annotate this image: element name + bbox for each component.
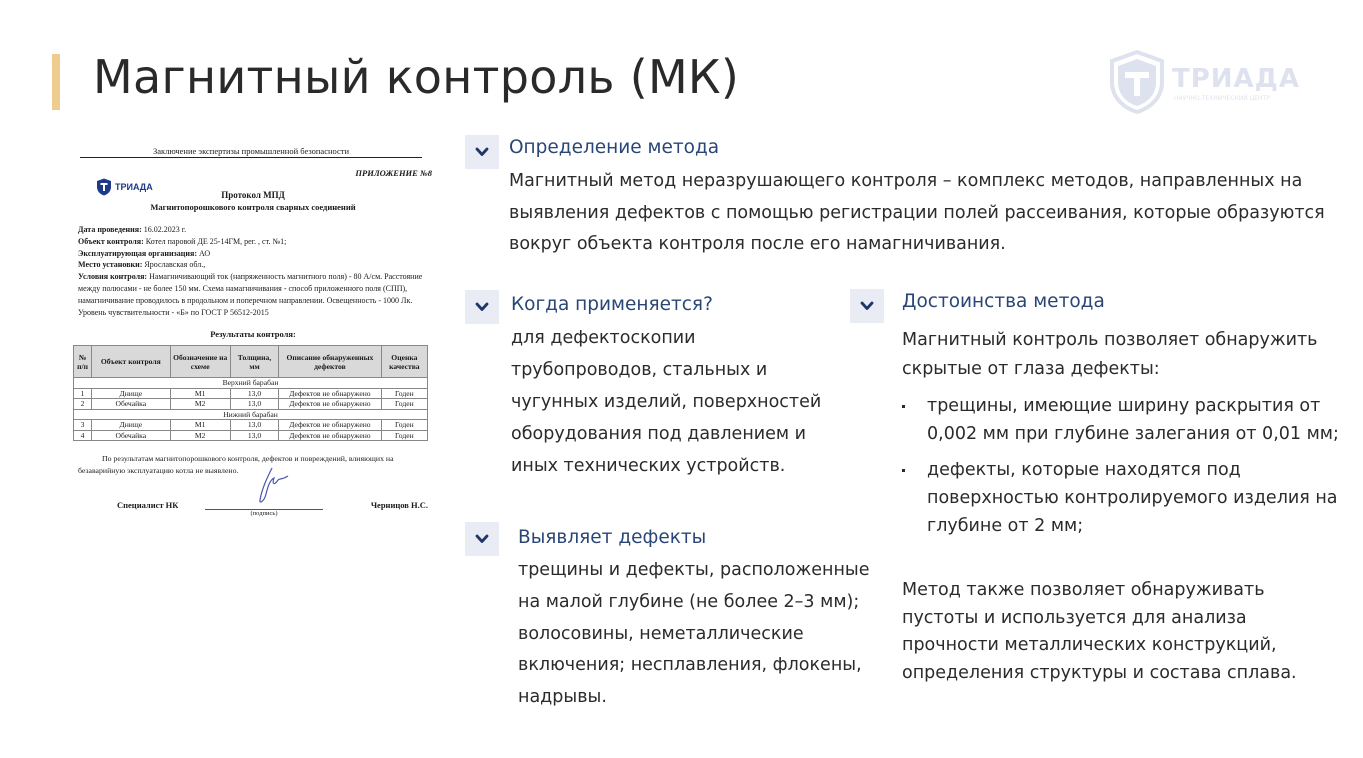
section-title: Достоинства метода bbox=[902, 291, 1105, 312]
results-title: Результаты контроля: bbox=[210, 329, 296, 339]
bullet-icon bbox=[902, 469, 905, 472]
brand-logo bbox=[1108, 50, 1298, 114]
logo-name: ТРИАДА bbox=[1172, 64, 1300, 94]
results-table bbox=[73, 345, 428, 441]
doc-field: Место установки: Ярославская обл., bbox=[78, 260, 206, 270]
section-title: Определение метода bbox=[509, 137, 720, 158]
expand-toggle-advantages[interactable] bbox=[850, 289, 884, 323]
protocol-document-preview bbox=[72, 140, 434, 520]
signer-name: Черницов Н.С. bbox=[370, 500, 428, 510]
shield-logo-icon bbox=[1108, 50, 1166, 114]
table-group-row: Нижний барабан bbox=[74, 409, 428, 420]
column-header: Толщина, мм bbox=[230, 346, 278, 378]
section-body: трещины и дефекты, расположенные на малой глубине (не более 2–3 мм); волосовины, неметаллические включения; несплавления, флокены, надрывы. bbox=[518, 560, 870, 708]
doc-field: Эксплуатирующая организация: АО bbox=[78, 248, 211, 258]
section-intro: Магнитный контроль позволяет обнаружить скрытые от глаза дефекты: bbox=[902, 330, 1318, 379]
section-body: Магнитный метод неразрушающего контроля – комплекс методов, направленных на выявления дефектов с помощью регистрации полей рассеивания, которые образуются вокруг объекта контроля после его намагничивания. bbox=[509, 171, 1325, 254]
column-header: Объект контроля bbox=[92, 346, 170, 378]
section-title: Когда применяется? bbox=[511, 294, 713, 315]
list-item: дефекты, которые находятся под поверхностью контролируемого изделия на глубине от 2 мм; bbox=[902, 456, 1342, 540]
column-header: Обозначение на схеме bbox=[170, 346, 230, 378]
section-title: Выявляет дефекты bbox=[518, 527, 707, 548]
doc-title: Протокол МПД bbox=[221, 190, 285, 200]
column-header: Оценка качества bbox=[381, 346, 427, 378]
table-row: 3 Днище М1 13,0 Дефектов не обнаружено Годен bbox=[74, 420, 428, 431]
chevron-down-icon bbox=[475, 302, 489, 312]
table-row: 1 Днище М1 13,0 Дефектов не обнаружено Годен bbox=[74, 388, 428, 399]
chevron-down-icon bbox=[860, 301, 874, 311]
doc-logo-text: ТРИАДА bbox=[115, 182, 153, 192]
doc-field: Условия контроля: Намагничивающий ток (напряженность магнитного поля) - 80 А/см. Расстояние между полюсами - не более 150 мм. Схема намагничивания - способ приложенного поля (СПП), намагничивание проводилось в продольном и поперечном направлении. Освещенность - 1000 Лк. Уровень чувствительности - «Б» по ГОСТ Р 56512-2015 bbox=[78, 272, 423, 317]
table-row: 4 Обечайка М2 13,0 Дефектов не обнаружено Годен bbox=[74, 430, 428, 441]
expand-toggle-definition[interactable] bbox=[465, 135, 499, 169]
chevron-down-icon bbox=[475, 534, 489, 544]
page-title: Магнитный контроль (МК) bbox=[93, 50, 740, 104]
signer-role: Специалист НК bbox=[117, 500, 179, 510]
section-body: для дефектоскопии трубопроводов, стальных и чугунных изделий, поверхностей оборудования под давлением и иных технических устройств. bbox=[511, 328, 822, 476]
column-header: Описание обнаруженных дефектов bbox=[279, 346, 382, 378]
advantages-list bbox=[902, 392, 1342, 548]
logo-subtitle: НАУЧНО-ТЕХНИЧЕСКИЙ ЦЕНТР bbox=[1174, 95, 1270, 102]
table-row: 2 Обечайка М2 13,0 Дефектов не обнаружено Годен bbox=[74, 399, 428, 410]
bullet-icon bbox=[902, 405, 905, 408]
chevron-down-icon bbox=[475, 147, 489, 157]
doc-header: Заключение экспертизы промышленной безопасности bbox=[80, 146, 422, 158]
list-item: трещины, имеющие ширину раскрытия от 0,002 мм при глубине залегания от 0,01 мм; bbox=[902, 392, 1342, 448]
table-header-row bbox=[74, 346, 428, 378]
section-outro: Метод также позволяет обнаруживать пустоты и используется для анализа прочности металлических конструкций, определения структуры и состава сплава. bbox=[902, 580, 1297, 683]
title-accent-bar bbox=[52, 54, 60, 110]
expand-toggle-when-applied[interactable] bbox=[465, 290, 499, 324]
doc-fields bbox=[78, 224, 434, 318]
table-group-row: Верхний барабан bbox=[74, 378, 428, 389]
doc-field: Дата проведения: 16.02.2023 г. bbox=[78, 225, 187, 234]
doc-conclusion: По результатам магнитопорошкового контроля, дефектов и повреждений, влияющих на безаварийную эксплуатацию котла не выявлено. bbox=[78, 454, 394, 475]
doc-field: Объект контроля: Котел паровой ДЕ 25-14ГМ, рег. , ст. №1; bbox=[78, 236, 287, 246]
signature-icon bbox=[256, 466, 292, 504]
expand-toggle-detects[interactable] bbox=[465, 522, 499, 556]
signature-caption: (подпись) bbox=[250, 510, 278, 517]
column-header: № п/п bbox=[74, 346, 92, 378]
doc-appendix: ПРИЛОЖЕНИЕ №8 bbox=[355, 168, 432, 178]
doc-subtitle: Магнитопорошкового контроля сварных соединений bbox=[150, 202, 356, 212]
